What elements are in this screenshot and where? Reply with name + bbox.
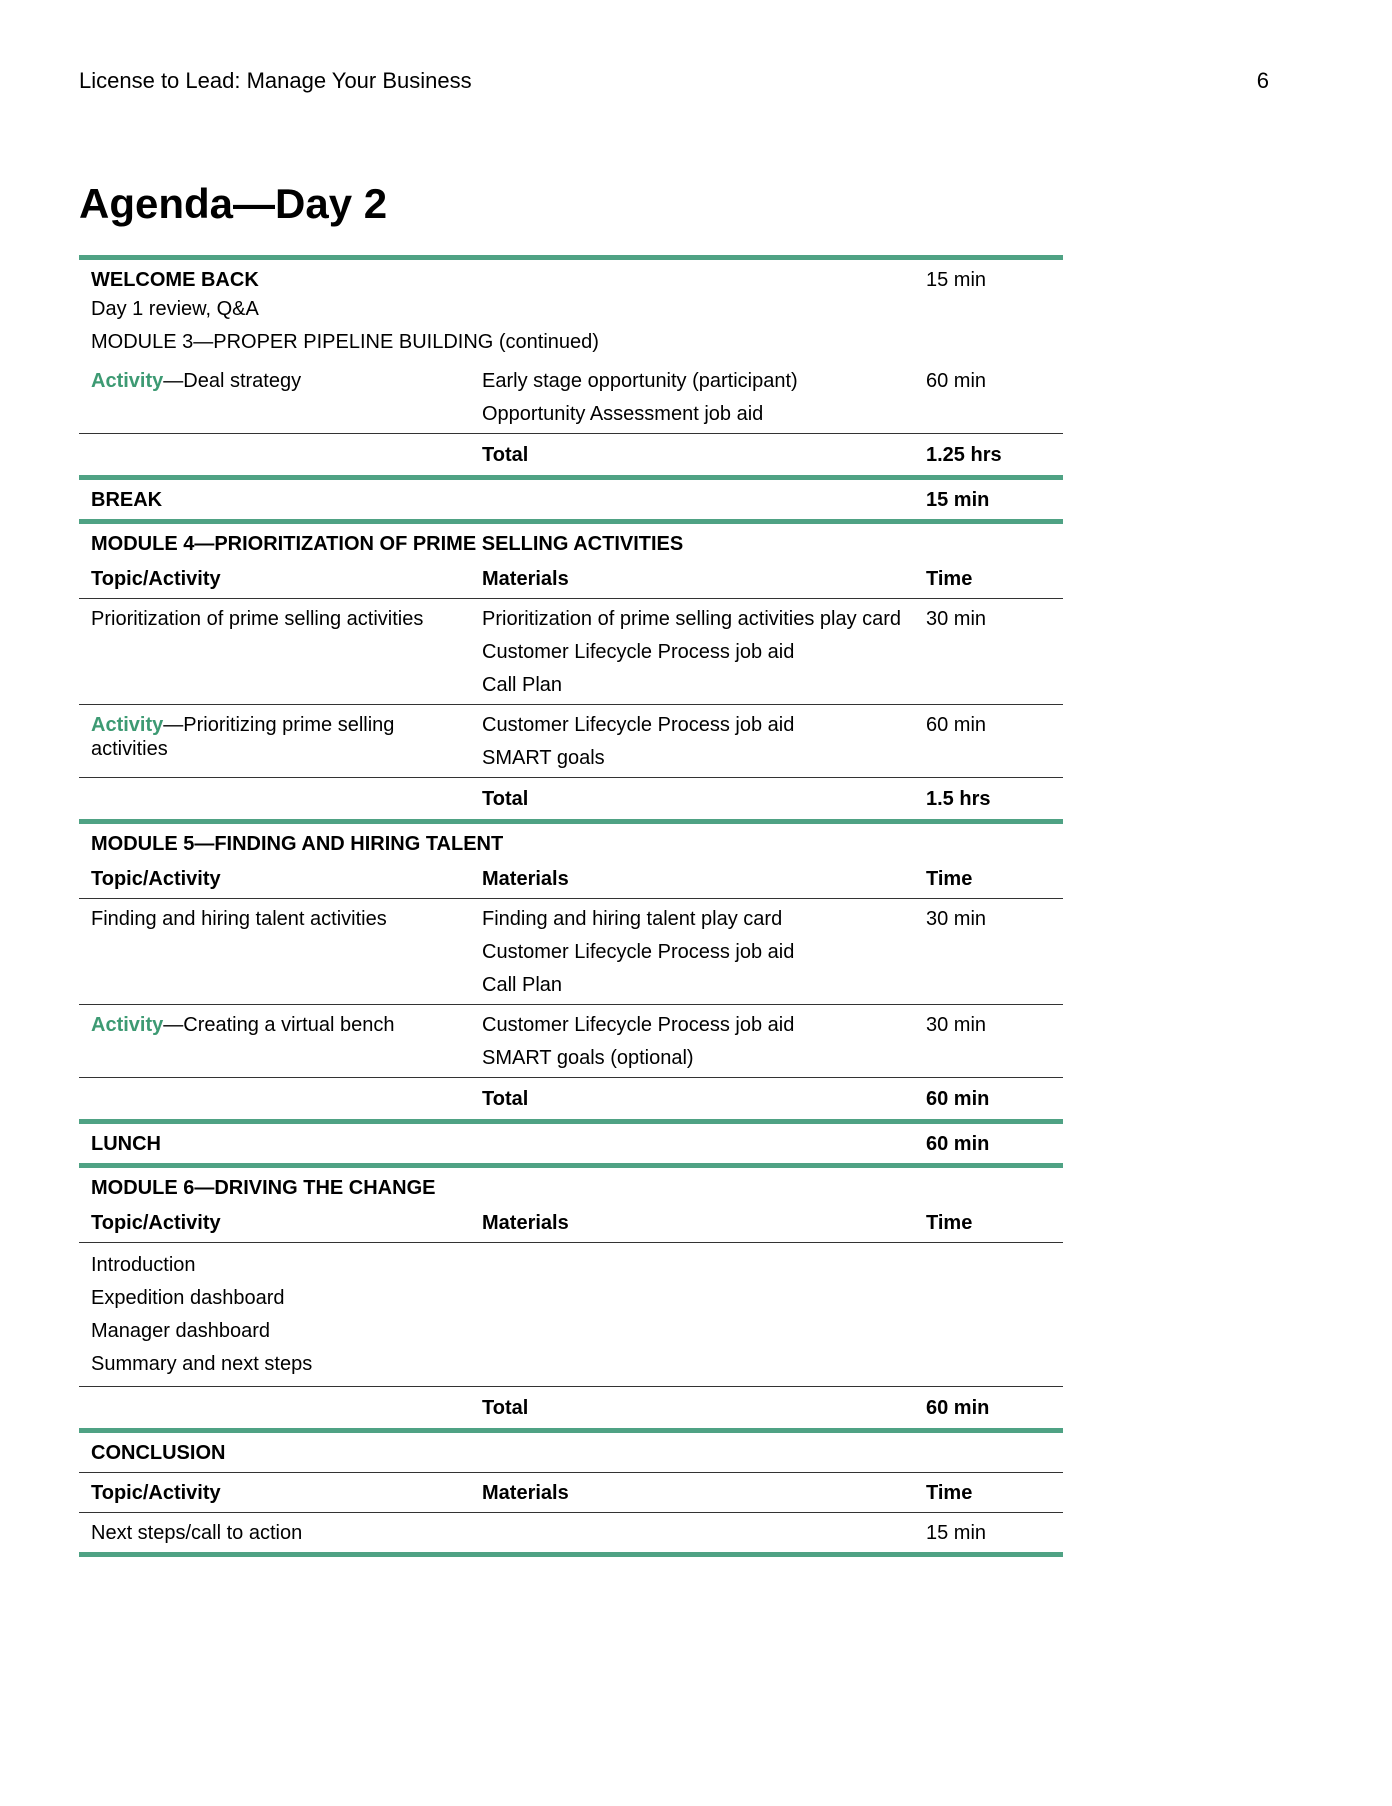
time: 30 min	[914, 599, 1063, 705]
column-header-materials: Materials	[470, 1473, 914, 1513]
module3-time: 60 min	[926, 370, 987, 392]
module3-total: 1.25 hrs	[914, 434, 1063, 478]
total-label: Total	[470, 1078, 914, 1122]
conclusion-title: CONCLUSION	[79, 1431, 1063, 1473]
column-header-topic: Topic/Activity	[91, 868, 221, 890]
material-item: Call Plan	[482, 974, 563, 996]
column-header-time: Time	[914, 1473, 1063, 1513]
page-title: Agenda—Day 2	[79, 180, 388, 227]
time: 30 min	[914, 1005, 1063, 1078]
module4-header-row	[79, 563, 1063, 599]
module3-activity-row	[79, 361, 1063, 434]
topic-item: Introduction	[91, 1254, 196, 1276]
module3-materials	[470, 361, 914, 434]
conclusion-row	[79, 1513, 1063, 1555]
module6-total-row	[79, 1387, 1063, 1431]
welcome-time: 15 min	[914, 258, 1063, 329]
total-label: Total	[470, 434, 914, 478]
topic	[79, 1005, 470, 1078]
module4-total-row	[79, 778, 1063, 822]
total-label: Total	[470, 778, 914, 822]
module4-title: MODULE 4—PRIORITIZATION OF PRIME SELLING ACTIVITIES	[79, 522, 1063, 564]
activity-text: —Prioritizing prime selling activities	[91, 714, 395, 760]
column-header-topic: Topic/Activity	[91, 568, 221, 590]
material-item: Customer Lifecycle Process job aid	[482, 941, 795, 963]
materials	[470, 705, 914, 778]
topic-item: Manager dashboard	[91, 1320, 271, 1342]
module6-header-row	[79, 1207, 1063, 1243]
break-time: 15 min	[914, 478, 1063, 522]
lunch-title: LUNCH	[79, 1122, 914, 1166]
material-item: Early stage opportunity (participant)	[482, 370, 798, 392]
material-item: Opportunity Assessment job aid	[482, 403, 764, 425]
module5-total-row	[79, 1078, 1063, 1122]
time: 15 min	[914, 1513, 1063, 1555]
column-header-time: Time	[926, 1212, 973, 1234]
running-header	[79, 68, 1269, 94]
module6-title: MODULE 6—DRIVING THE CHANGE	[79, 1166, 1063, 1208]
topic-list	[79, 1243, 470, 1387]
module4-total: 1.5 hrs	[914, 778, 1063, 822]
materials	[470, 899, 914, 1005]
lunch-row	[79, 1122, 1063, 1166]
topic: Finding and hiring talent activities	[79, 899, 470, 1005]
module5-row-1	[79, 899, 1063, 1005]
time: 30 min	[914, 899, 1063, 1005]
column-header-materials: Materials	[482, 1212, 569, 1234]
column-header-topic: Topic/Activity	[91, 1212, 221, 1234]
module6-title-row	[79, 1166, 1063, 1208]
topic	[79, 705, 470, 778]
module5-total: 60 min	[914, 1078, 1063, 1122]
module5-title: MODULE 5—FINDING AND HIRING TALENT	[79, 822, 1063, 864]
conclusion-header-row	[79, 1473, 1063, 1513]
topic: Prioritization of prime selling activities	[79, 599, 470, 705]
break-row	[79, 478, 1063, 522]
activity-label: Activity	[91, 370, 164, 392]
module4-title-row	[79, 522, 1063, 564]
material-item: Prioritization of prime selling activities play card	[482, 608, 902, 630]
column-header-materials: Materials	[482, 868, 569, 890]
module3-activity	[79, 361, 470, 434]
module6-total: 60 min	[914, 1387, 1063, 1431]
module4-row-1	[79, 599, 1063, 705]
welcome-title: WELCOME BACK	[91, 269, 259, 291]
materials	[470, 1005, 914, 1078]
column-header-topic: Topic/Activity	[79, 1473, 470, 1513]
module5-row-2	[79, 1005, 1063, 1078]
material-item: Finding and hiring talent play card	[482, 908, 783, 930]
materials	[470, 599, 914, 705]
lunch-time: 60 min	[914, 1122, 1063, 1166]
material-item: Customer Lifecycle Process job aid	[482, 1014, 795, 1036]
topic-item: Summary and next steps	[91, 1353, 313, 1375]
time: 60 min	[914, 705, 1063, 778]
module3-title: MODULE 3—PROPER PIPELINE BUILDING (continued)	[91, 331, 599, 353]
activity-text: —Creating a virtual bench	[163, 1014, 395, 1036]
total-label: Total	[470, 1387, 914, 1431]
welcome-row	[79, 258, 1063, 329]
material-item: SMART goals	[482, 747, 605, 769]
activity-text: —Deal strategy	[163, 370, 302, 392]
material-item: Customer Lifecycle Process job aid	[482, 641, 795, 663]
column-header-time: Time	[926, 868, 973, 890]
activity-label: Activity	[91, 714, 164, 736]
module5-header-row	[79, 863, 1063, 899]
column-header-time: Time	[926, 568, 973, 590]
topic: Next steps/call to action	[79, 1513, 470, 1555]
break-title: BREAK	[79, 478, 914, 522]
topic-item: Expedition dashboard	[91, 1287, 285, 1309]
activity-label: Activity	[91, 1014, 164, 1036]
module4-row-2	[79, 705, 1063, 778]
document-title: License to Lead: Manage Your Business	[79, 68, 472, 93]
column-header-materials: Materials	[482, 568, 569, 590]
agenda-table	[79, 255, 1063, 1557]
module5-title-row	[79, 822, 1063, 864]
module3-title-row	[79, 328, 1063, 361]
module3-total-row	[79, 434, 1063, 478]
page-number: 6	[1256, 68, 1269, 93]
conclusion-title-row	[79, 1431, 1063, 1473]
material-item: SMART goals (optional)	[482, 1047, 694, 1069]
material-item: Call Plan	[482, 674, 563, 696]
material-item: Customer Lifecycle Process job aid	[482, 714, 795, 736]
module6-topics-row	[79, 1243, 1063, 1387]
welcome-subtitle: Day 1 review, Q&A	[91, 298, 259, 320]
